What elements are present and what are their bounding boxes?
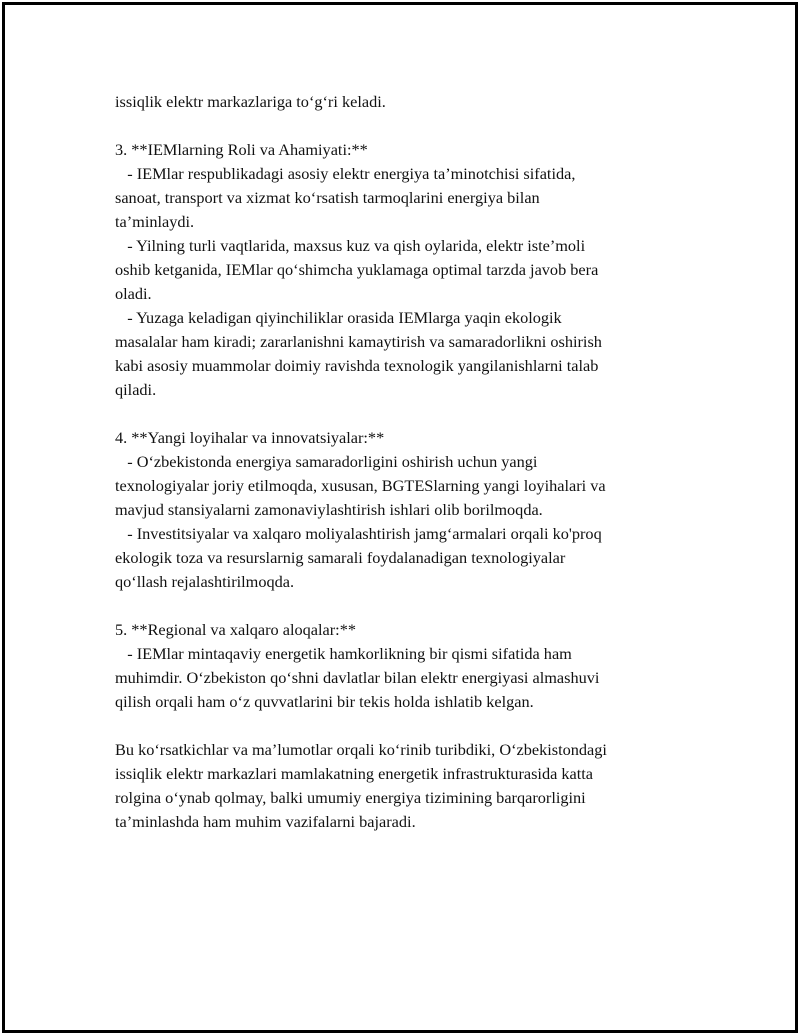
text-line: ta’minlaydi. bbox=[115, 212, 195, 231]
text-line: 3. **IEMlarning Roli va Ahamiyati:** bbox=[115, 140, 368, 159]
text-line: 5. **Regional va xalqaro aloqalar:** bbox=[115, 620, 356, 639]
text-line: rolgina o‘ynab qolmay, balki umumiy energiya tizimining barqarorligini bbox=[115, 788, 586, 807]
text-line: ekologik toza va resurslarnig samarali foydalanadigan texnologiyalar bbox=[115, 548, 566, 567]
text-line: kabi asosiy muammolar doimiy ravishda texnologik yangilanishlarni talab bbox=[115, 356, 599, 375]
text-line: - O‘zbekistonda energiya samaradorligini oshirish uchun yangi bbox=[115, 452, 538, 471]
blank-line bbox=[115, 594, 715, 618]
text-line: oladi. bbox=[115, 284, 152, 303]
text-line: - Yilning turli vaqtlarida, maxsus kuz va qish oylarida, elektr iste’moli bbox=[115, 236, 586, 255]
text-line: - IEMlar mintaqaviy energetik hamkorlikning bir qismi sifatida ham bbox=[115, 644, 572, 663]
text-line: mavjud stansiyalarni zamonaviylashtirish ishlari olib borilmoqda. bbox=[115, 500, 543, 519]
text-line: - IEMlar respublikadagi asosiy elektr energiya ta’minotchisi sifatida, bbox=[115, 164, 576, 183]
blank-line bbox=[115, 114, 715, 138]
blank-line bbox=[115, 714, 715, 738]
text-line: - Yuzaga keladigan qiyinchiliklar orasida IEMlarga yaqin ekologik bbox=[115, 308, 562, 327]
text-line: masalalar ham kiradi; zararlanishni kamaytirish va samaradorlikni oshirish bbox=[115, 332, 602, 351]
text-line: - Investitsiyalar va xalqaro moliyalashtirish jamg‘armalari orqali ko'proq bbox=[115, 524, 602, 543]
text-line: issiqlik elektr markazlari mamlakatning energetik infrastrukturasida katta bbox=[115, 764, 594, 783]
text-line: issiqlik elektr markazlariga to‘g‘ri keladi. bbox=[115, 92, 386, 111]
text-line: ta’minlashda ham muhim vazifalarni bajaradi. bbox=[115, 812, 416, 831]
text-line: muhimdir. O‘zbekiston qo‘shni davlatlar bilan elektr energiyasi almashuvi bbox=[115, 668, 600, 687]
text-line: sanoat, transport va xizmat ko‘rsatish tarmoqlarini energiya bilan bbox=[115, 188, 540, 207]
text-line: Bu ko‘rsatkichlar va ma’lumotlar orqali ko‘rinib turibdiki, O‘zbekistondagi bbox=[115, 740, 607, 759]
blank-line bbox=[115, 402, 715, 426]
text-line: qiladi. bbox=[115, 380, 157, 399]
document-body bbox=[115, 90, 715, 834]
text-line: texnologiyalar joriy etilmoqda, xususan, BGTESlarning yangi loyihalari va bbox=[115, 476, 606, 495]
text-line: qilish orqali ham o‘z quvvatlarini bir tekis holda ishlatib kelgan. bbox=[115, 692, 534, 711]
text-line: oshib ketganida, IEMlar qo‘shimcha yuklamaga optimal tarzda javob bera bbox=[115, 260, 599, 279]
text-line: 4. **Yangi loyihalar va innovatsiyalar:** bbox=[115, 428, 385, 447]
text-line: qo‘llash rejalashtirilmoqda. bbox=[115, 572, 295, 591]
